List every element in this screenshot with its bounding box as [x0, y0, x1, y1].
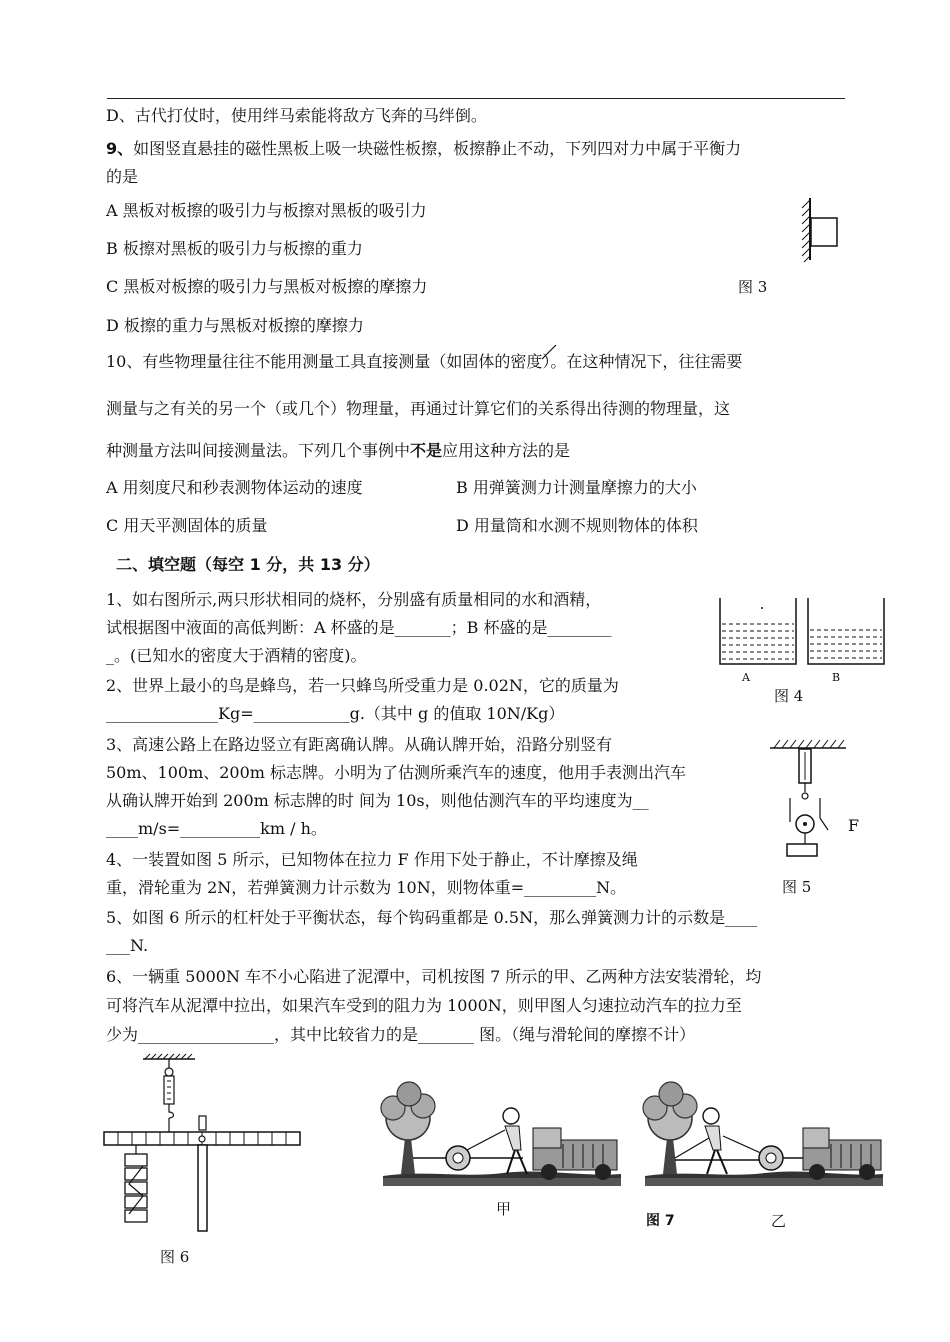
q10-line2: 测量与之有关的另一个（或几个）物理量，再通过计算它们的关系得出待测的物理量，这	[106, 399, 731, 418]
q9-stem-line1: 9、如图竖直悬挂的磁性黑板上吸一块磁性板擦，板擦静止不动，下列四对力中属于平衡力	[106, 139, 742, 158]
q10-line1: 10、有些物理量往往不能用测量工具直接测量（如固体的密度）。在这种情况下，往往需要	[106, 352, 743, 371]
q10-option-c: C 用天平测固体的质量	[106, 516, 268, 535]
section-2-title: 二、填空题（每空 1 分，共 13 分）	[116, 555, 380, 574]
figure-4-label-a: A	[742, 671, 750, 684]
figure-3-caption: 图 3	[738, 278, 768, 296]
figure-3-blackboard	[790, 198, 850, 268]
q9-option-a: A 黑板对板擦的吸引力与板擦对黑板的吸引力	[106, 201, 427, 220]
figure-4-caption: 图 4	[774, 687, 804, 705]
q10-option-b: B 用弹簧测力计测量摩擦力的大小	[456, 478, 697, 497]
fill-q1-line1: 1、如右图所示,两只形状相同的烧杯，分别盛有质量相同的水和酒精，	[106, 590, 602, 609]
fill-q1-line3: _。(已知水的密度大于酒精的密度)。	[106, 646, 367, 665]
q9-option-d: D 板擦的重力与黑板对板擦的摩擦力	[106, 316, 364, 335]
q10-option-a: A 用刻度尺和秒表测物体运动的速度	[106, 478, 363, 497]
fill-q3-line3: 从确认牌开始到 200m 标志牌的时 间为 10s，则他估测汽车的平均速度为__	[106, 791, 649, 810]
q8-option-d: D、古代打仗时，使用绊马索能将敌方飞奔的马绊倒。	[106, 106, 487, 125]
figure-7-label-right: 乙	[771, 1212, 787, 1230]
figure-4-beakers	[718, 596, 890, 676]
fill-q2-line2: ______________Kg=____________g.（其中 g 的值取 10N/Kg）	[106, 704, 565, 723]
figure-5-pulley	[770, 740, 850, 860]
fill-q4-line1: 4、一装置如图 5 所示，已知物体在拉力 F 作用下处于静止，不计摩擦及绳	[106, 850, 638, 869]
q10-emphasis: 不是	[410, 441, 443, 460]
figure-7-right-scene	[645, 1078, 885, 1198]
fill-q6-line1: 6、一辆重 5000N 车不小心陷进了泥潭中，司机按图 7 所示的甲、乙两种方法安装滑轮，均	[106, 967, 762, 986]
figure-7-label-left: 甲	[496, 1200, 512, 1218]
q9-stem-line2: 的是	[106, 167, 139, 186]
pen-mark	[540, 343, 560, 363]
figure-6-caption: 图 6	[160, 1248, 190, 1266]
figure-7-left-scene	[383, 1078, 623, 1198]
fill-q5-line2: ___N.	[106, 936, 149, 955]
figure-7-caption: 图 7	[646, 1213, 675, 1229]
figure-5-caption: 图 5	[782, 878, 812, 896]
header-rule	[107, 98, 845, 99]
fill-q5-line1: 5、如图 6 所示的杠杆处于平衡状态，每个钩码重都是 0.5N，那么弹簧测力计的示数是____	[106, 908, 758, 927]
fill-q3-line4: ____m/s=__________km / h。	[106, 819, 327, 838]
q10-option-d: D 用量筒和水测不规则物体的体积	[456, 516, 698, 535]
fill-q1-line2: 试根据图中液面的高低判断：A 杯盛的是_______；B 杯盛的是________	[106, 618, 612, 637]
q9-option-c: C 黑板对板擦的吸引力与黑板对板擦的摩擦力	[106, 277, 428, 296]
fill-q4-line2: 重，滑轮重为 2N，若弹簧测力计示数为 10N，则物体重=_________N。	[106, 878, 627, 897]
q9-number: 9、	[106, 139, 134, 158]
fill-q6-line2: 可将汽车从泥潭中拉出，如果汽车受到的阻力为 1000N，则甲图人匀速拉动汽车的拉力至	[106, 996, 742, 1015]
figure-6-lever	[103, 1054, 303, 1234]
fill-q6-line3: 少为_________________，其中比较省力的是_______ 图。（绳与滑轮间的摩擦不计）	[106, 1025, 696, 1044]
q9-option-b: B 板擦对黑板的吸引力与板擦的重力	[106, 239, 363, 258]
fill-q2-line1: 2、世界上最小的鸟是蜂鸟，若一只蜂鸟所受重力是 0.02N，它的质量为	[106, 676, 619, 695]
q10-line3: 种测量方法叫间接测量法。下列几个事例中不是应用这种方法的是	[106, 441, 571, 460]
fill-q3-line1: 3、高速公路上在路边竖立有距离确认牌。从确认牌开始，沿路分别竖有	[106, 735, 613, 754]
fill-q3-line2: 50m、100m、200m 标志牌。小明为了估测所乘汽车的速度，他用手表测出汽车	[106, 763, 687, 782]
figure-5-label-f: F	[848, 816, 860, 835]
figure-4-label-b: B	[832, 671, 841, 684]
